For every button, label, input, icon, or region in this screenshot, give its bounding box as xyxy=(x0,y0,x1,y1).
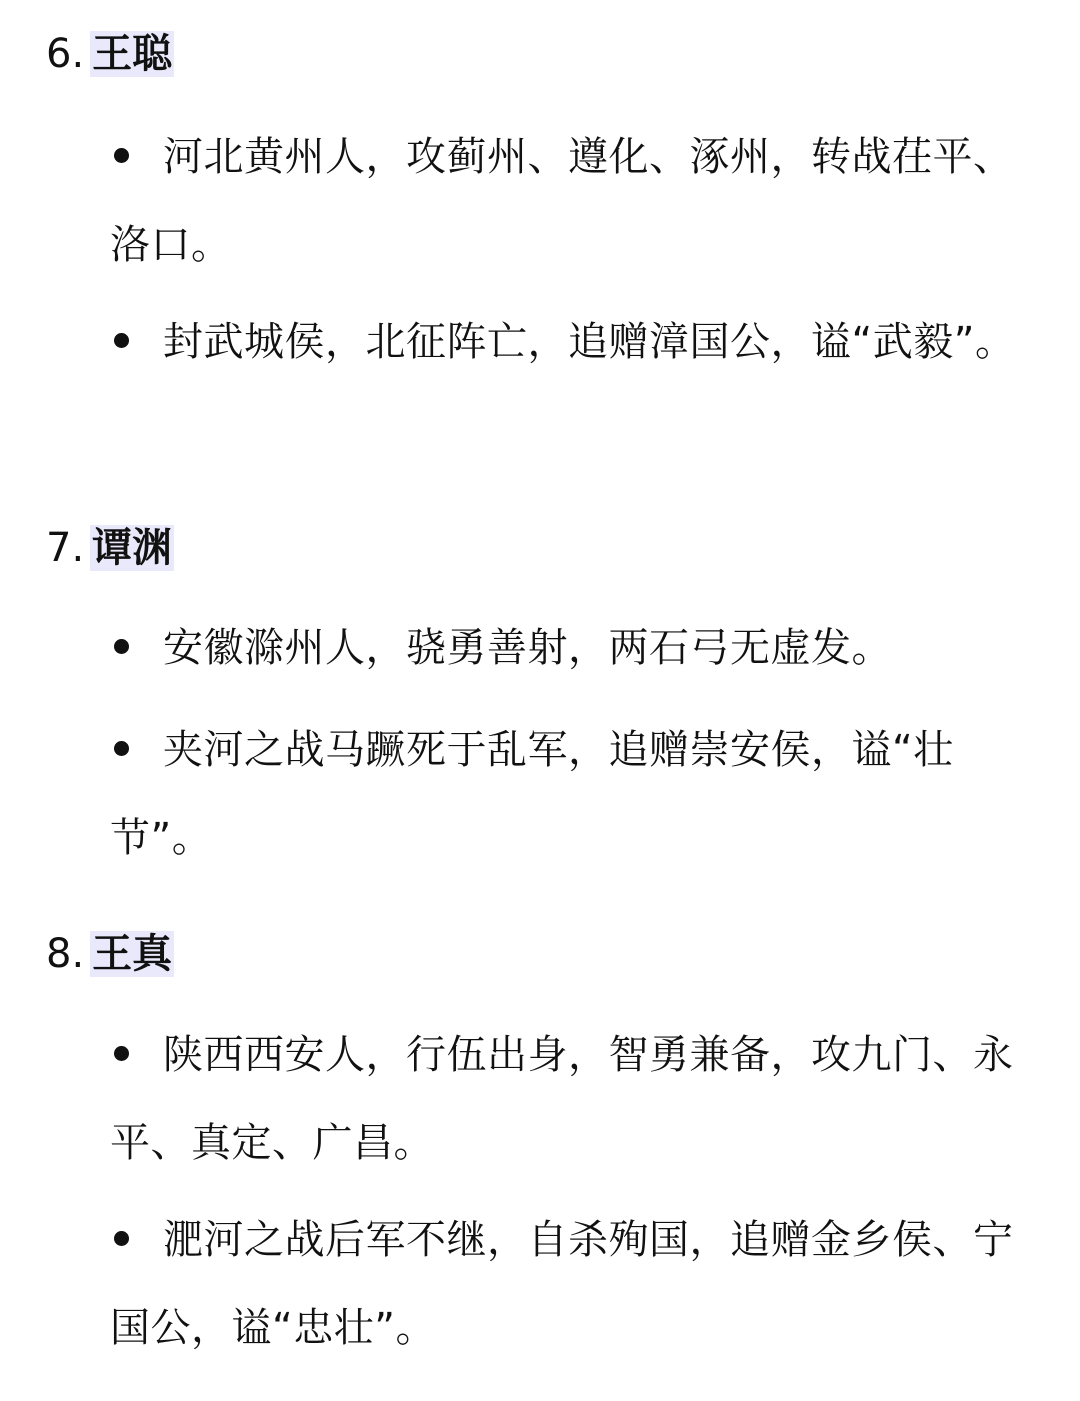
entry-heading-8 xyxy=(46,926,174,982)
list-item-text: 陕西西安人，行伍出身，智勇兼备，攻九门、永平、真定、广昌。 xyxy=(110,1032,1014,1166)
list-item xyxy=(110,113,1040,289)
entry-name: 谭渊 xyxy=(92,525,173,571)
list-item xyxy=(110,706,1040,882)
bullet-icon xyxy=(114,333,129,348)
entry-number: 7. xyxy=(46,525,85,571)
bullet-icon xyxy=(114,1046,129,1061)
bullet-icon xyxy=(114,741,129,756)
list-item-text: 河北黄州人，攻蓟州、遵化、涿州，转战茌平、洛口。 xyxy=(110,134,1014,268)
entry-name: 王真 xyxy=(92,931,173,977)
entry-heading-6 xyxy=(46,26,174,82)
list-item xyxy=(110,1011,1040,1187)
list-item xyxy=(110,1196,1040,1372)
list-item-text: 夹河之战马蹶死于乱军，追赠崇安侯，谥“壮节”。 xyxy=(110,727,954,861)
bullet-icon xyxy=(114,639,129,654)
list-item-text: 封武城侯，北征阵亡，追赠漳国公，谥“武毅”。 xyxy=(163,319,1016,365)
list-item xyxy=(110,298,1040,386)
list-item-text: 安徽滁州人，骁勇善射，两石弓无虚发。 xyxy=(163,625,892,671)
list-item-text: 淝河之战后军不继，自杀殉国，追赠金乡侯、宁国公，谥“忠壮”。 xyxy=(110,1217,1014,1351)
list-item xyxy=(110,604,1040,692)
entry-heading-7 xyxy=(46,520,174,576)
entry-number: 8. xyxy=(46,931,85,977)
entry-name: 王聪 xyxy=(92,31,173,77)
bullet-icon xyxy=(114,148,129,163)
entry-number: 6. xyxy=(46,31,85,77)
bullet-icon xyxy=(114,1231,129,1246)
